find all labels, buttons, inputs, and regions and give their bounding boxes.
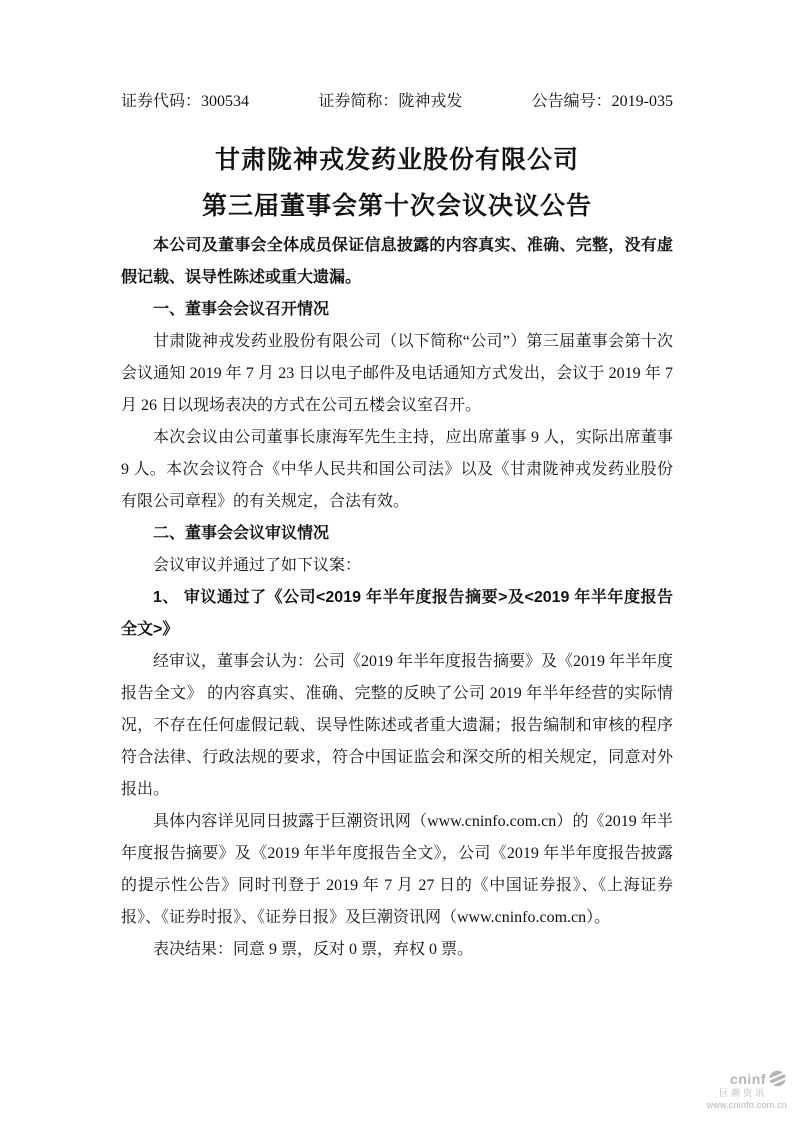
proposal-1-title: 1、 审议通过了《公司<2019 年半年度报告摘要>及<2019 年半年度报告全文>》 (121, 589, 673, 638)
meeting-validity-paragraph: 本次会议由公司董事长康海军先生主持，应出席董事 9 人，实际出席董事 9 人。本次会议符合《中华人民共和国公司法》以及《甘肃陇神戎发药业股份有限公司章程》的有关规定，合法有效。 (121, 429, 673, 510)
voting-result-paragraph: 表决结果：同意 9 票，反对 0 票，弃权 0 票。 (153, 941, 474, 958)
announcement-number: 公告编号：2019-035 (531, 93, 673, 110)
meeting-notice-paragraph: 甘肃陇神戎发药业股份有限公司（以下简称“公司”）第三届董事会第十次会议通知 2019 年 7 月 23 日以电子邮件及电话通知方式发出，会议于 2019 年 7 月 26 日以现场表决的方式在公司五楼会议室召开。 (121, 333, 673, 414)
document-title (121, 138, 673, 230)
section-2-heading: 二、董事会会议审议情况 (153, 525, 330, 542)
company-name-title-line: 甘肃陇神戎发药业股份有限公司 (214, 147, 579, 174)
resolutions-intro-paragraph: 会议审议并通过了如下议案： (153, 557, 362, 574)
document-header (121, 90, 673, 114)
disclosure-details-paragraph: 具体内容详见同日披露于巨潮资讯网（www.cninfo.com.cn）的《2019 年半年度报告摘要》及《2019 年半年度报告全文》，公司《2019 年半年度报告披露的提示性公告》同时刊登于 2019 年 7 月 27 日的《中国证券报》、《上海证券报》、《证券时报》、《证券日报》及巨潮资讯网（www.cninfo.com.cn）。 (121, 813, 673, 926)
cninfo-brand-text: cninf (730, 1070, 766, 1087)
board-opinion-paragraph: 经审议，董事会认为：公司《2019 年半年度报告摘要》及《2019 年半年度报告全文》 的内容真实、准确、完整的反映了公司 2019 年半年经营的实际情况，不存在任何虚假记载、误导性陈述或者重大遗漏；报告编制和审核的程序符合法律、行政法规的要求，符合中国证监会和深交所的相关规定，同意对外报出。 (121, 653, 674, 798)
cninfo-swirl-logo-icon (768, 1070, 787, 1087)
section-1-heading: 一、董事会会议召开情况 (153, 301, 330, 318)
disclaimer-paragraph: 本公司及董事会全体成员保证信息披露的内容真实、准确、完整，没有虚假记载、误导性陈述或重大遗漏。 (121, 237, 673, 286)
stock-code: 证券代码：300534 (121, 93, 250, 110)
cninfo-url-text: www.cninfo.com.cn (706, 1099, 787, 1110)
stock-short-name: 证券简称：陇神戎发 (318, 93, 463, 110)
cninfo-watermark (707, 1070, 787, 1110)
meeting-resolution-title-line: 第三届董事会第十次会议决议公告 (201, 193, 592, 220)
cninfo-chinese-name: 巨潮资讯 (718, 1088, 767, 1099)
